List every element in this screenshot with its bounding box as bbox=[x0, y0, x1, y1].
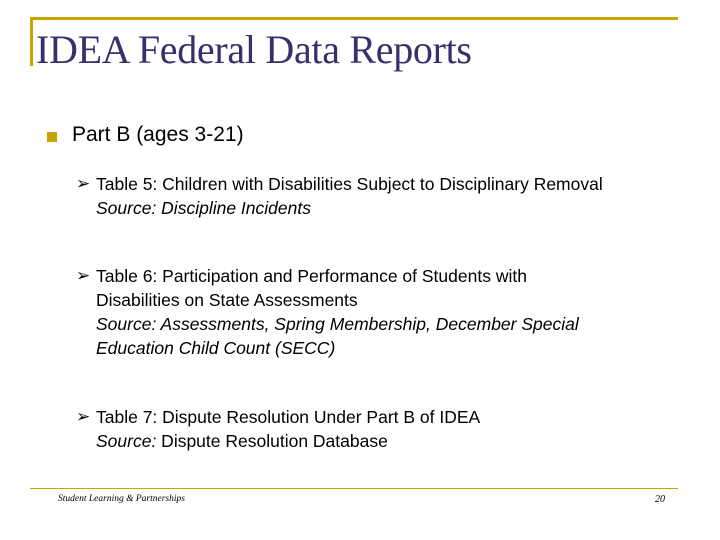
item-source bbox=[96, 429, 480, 453]
footer-org: Student Learning & Partnerships bbox=[58, 494, 185, 504]
arrow-bullet-icon: ➢ bbox=[76, 174, 91, 193]
arrow-bullet-icon: ➢ bbox=[76, 407, 91, 426]
footer-divider bbox=[30, 488, 678, 489]
level1-bullet-text: Part B (ages 3-21) bbox=[72, 123, 244, 146]
item-line: Table 6: Participation and Performance of Students with bbox=[96, 266, 527, 286]
item-source: Education Child Count (SECC) bbox=[96, 338, 336, 358]
list-item-table5 bbox=[76, 172, 603, 220]
source-text: Dispute Resolution Database bbox=[156, 431, 388, 451]
item-source: Source: Assessments, Spring Membership, December Special bbox=[96, 314, 579, 334]
page-number: 20 bbox=[655, 494, 665, 505]
source-label: Source: bbox=[96, 431, 157, 451]
item-line: Disabilities on State Assessments bbox=[96, 290, 358, 310]
item-line: Table 7: Dispute Resolution Under Part B of IDEA bbox=[96, 407, 481, 427]
item-source: Source: Discipline Incidents bbox=[96, 198, 311, 218]
list-item-table6 bbox=[76, 264, 579, 360]
frame-top-border bbox=[30, 17, 678, 20]
item-line: Table 5: Children with Disabilities Subject to Disciplinary Removal bbox=[96, 174, 603, 194]
frame-left-border bbox=[30, 17, 33, 66]
slide-title: IDEA Federal Data Reports bbox=[36, 27, 472, 72]
arrow-bullet-icon: ➢ bbox=[76, 266, 91, 285]
list-item-table7 bbox=[76, 405, 480, 453]
square-bullet-icon bbox=[47, 132, 57, 142]
